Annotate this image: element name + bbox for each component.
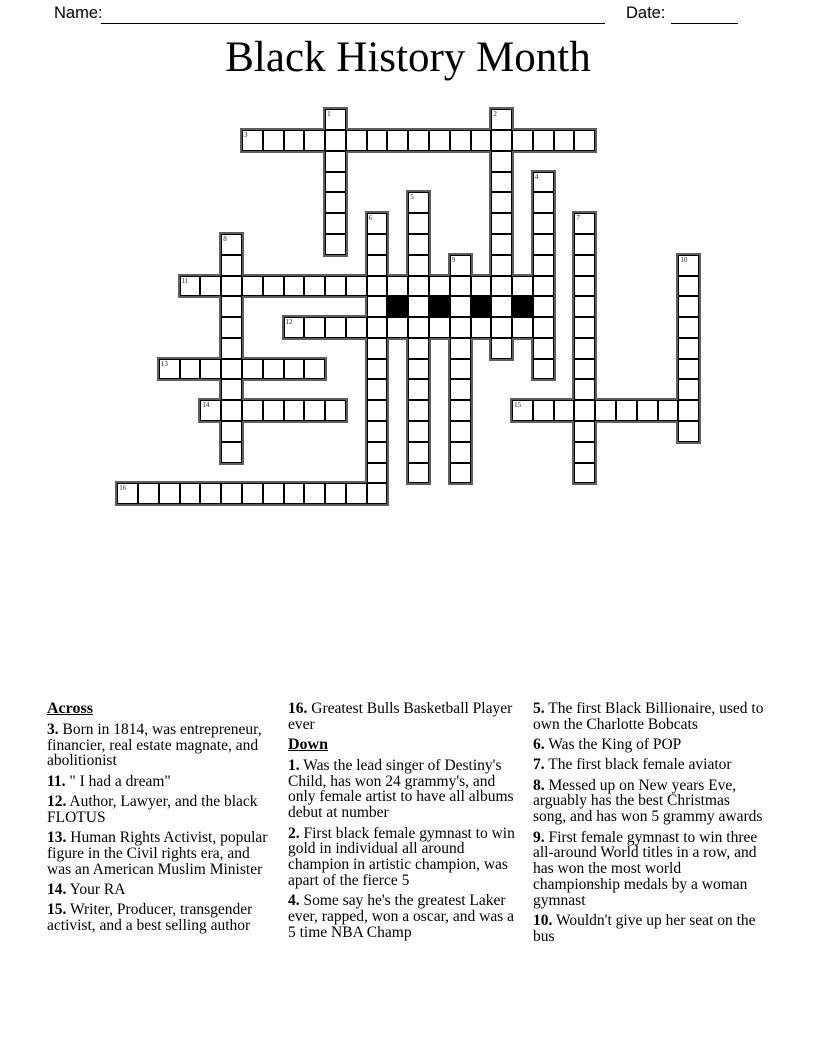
clue-9: 9. First female gymnast to win three all-around World titles in a row, and has won the most world championship medals by a woman gymnast bbox=[533, 828, 758, 909]
grid-cell[interactable] bbox=[491, 317, 512, 338]
grid-cell[interactable] bbox=[263, 130, 284, 151]
down-heading: Down bbox=[288, 736, 329, 754]
black-cell bbox=[471, 296, 492, 317]
grid-cell[interactable] bbox=[678, 296, 699, 317]
clue-3: 3. Born in 1814, was entrepreneur, financier, real estate magnate, and abolitionist bbox=[47, 720, 262, 770]
clue-15: 15. Writer, Producer, transgender activist, and a best selling author bbox=[47, 901, 253, 935]
grid-cell[interactable] bbox=[595, 400, 616, 421]
grid-cell[interactable] bbox=[512, 276, 533, 297]
grid-cell[interactable] bbox=[408, 234, 429, 255]
cell-number: 5 bbox=[410, 193, 414, 202]
grid-cell[interactable] bbox=[408, 400, 429, 421]
grid-cell[interactable] bbox=[304, 400, 325, 421]
grid-cell[interactable] bbox=[491, 172, 512, 193]
clue-number: 16. bbox=[288, 700, 308, 717]
grid-cell[interactable] bbox=[367, 463, 388, 484]
cell-number: 9 bbox=[451, 255, 456, 264]
grid-cell[interactable] bbox=[367, 400, 388, 421]
grid-cell[interactable] bbox=[616, 400, 637, 421]
grid-cell[interactable] bbox=[367, 296, 388, 317]
grid-cell[interactable] bbox=[200, 359, 221, 380]
clue-number: 3. bbox=[47, 720, 59, 738]
grid-cell[interactable] bbox=[408, 442, 429, 463]
grid-cell[interactable] bbox=[180, 483, 201, 504]
grid-cell[interactable] bbox=[450, 296, 471, 317]
grid-cell[interactable] bbox=[346, 276, 367, 297]
grid-cell[interactable] bbox=[678, 255, 699, 276]
grid-cell[interactable] bbox=[221, 400, 242, 421]
grid-cell[interactable] bbox=[533, 338, 554, 359]
grid-cell[interactable] bbox=[471, 276, 492, 297]
grid-cell[interactable] bbox=[408, 421, 429, 442]
grid-cell[interactable] bbox=[242, 483, 263, 504]
grid-cell[interactable] bbox=[533, 276, 554, 297]
grid-cell[interactable] bbox=[284, 130, 305, 151]
grid-cell[interactable] bbox=[284, 276, 305, 297]
grid-cell[interactable] bbox=[387, 276, 408, 297]
grid-cell[interactable] bbox=[491, 192, 512, 213]
cell-number: 14 bbox=[202, 401, 210, 410]
grid-cell[interactable] bbox=[533, 400, 554, 421]
grid-cell[interactable] bbox=[574, 463, 595, 484]
grid-cell[interactable] bbox=[471, 130, 492, 151]
grid-cell[interactable] bbox=[304, 359, 325, 380]
grid-cell[interactable] bbox=[533, 296, 554, 317]
grid-cell[interactable] bbox=[574, 234, 595, 255]
grid-cell[interactable] bbox=[367, 338, 388, 359]
grid-cell[interactable] bbox=[200, 483, 221, 504]
grid-cell[interactable] bbox=[450, 130, 471, 151]
grid-cell[interactable] bbox=[367, 483, 388, 504]
grid-cell[interactable] bbox=[491, 130, 512, 151]
cell-number: 10 bbox=[680, 255, 688, 264]
clue-number: 11. bbox=[47, 772, 66, 790]
grid-cell[interactable] bbox=[574, 379, 595, 400]
grid-cell[interactable] bbox=[678, 400, 699, 421]
grid-cell[interactable] bbox=[574, 276, 595, 297]
grid-cell[interactable] bbox=[533, 192, 554, 213]
grid-cell[interactable] bbox=[574, 130, 595, 151]
cell-number: 11 bbox=[181, 276, 189, 285]
grid-cell[interactable] bbox=[221, 255, 242, 276]
grid-cell[interactable] bbox=[533, 255, 554, 276]
grid-cell[interactable] bbox=[491, 213, 512, 234]
grid-cell[interactable] bbox=[533, 317, 554, 338]
cell-number: 16 bbox=[119, 484, 127, 493]
grid-cell[interactable] bbox=[491, 276, 512, 297]
grid-cell[interactable] bbox=[408, 276, 429, 297]
grid-cell[interactable] bbox=[367, 255, 388, 276]
black-cell bbox=[512, 296, 533, 317]
grid-cell[interactable] bbox=[678, 317, 699, 338]
cell-number: 3 bbox=[243, 131, 248, 140]
cell-number: 6 bbox=[368, 214, 373, 223]
grid-cell[interactable] bbox=[533, 172, 554, 193]
clue-2: 2. First black female gymnast to win gold in individual all around champion in artistic champion, was apart of the fierce 5 bbox=[288, 824, 515, 889]
grid-cell[interactable] bbox=[678, 379, 699, 400]
clue-number: 8. bbox=[533, 776, 545, 794]
grid-cell[interactable] bbox=[325, 234, 346, 255]
clue-number: 14. bbox=[47, 880, 67, 898]
grid-cell[interactable] bbox=[346, 483, 367, 504]
grid-cell[interactable] bbox=[284, 317, 305, 338]
grid-cell[interactable] bbox=[408, 192, 429, 213]
grid-cell[interactable] bbox=[408, 463, 429, 484]
clue-number: 10. bbox=[533, 912, 553, 930]
grid-cell[interactable] bbox=[263, 359, 284, 380]
clue-number: 15. bbox=[47, 901, 67, 919]
cell-number: 12 bbox=[285, 318, 293, 327]
grid-cell[interactable] bbox=[574, 421, 595, 442]
clue-11: 11. " I had a dream" bbox=[47, 772, 171, 790]
grid-cell[interactable] bbox=[408, 379, 429, 400]
grid-cell[interactable] bbox=[221, 296, 242, 317]
grid-cell[interactable] bbox=[387, 317, 408, 338]
clue-1: 1. Was the lead singer of Destiny's Child, has won 24 grammy's, and only female artist to have all albums debut at number bbox=[288, 756, 514, 822]
cell-number: 7 bbox=[576, 214, 580, 223]
grid-cell[interactable] bbox=[325, 400, 346, 421]
grid-cell[interactable] bbox=[304, 276, 325, 297]
grid-cell[interactable] bbox=[408, 255, 429, 276]
date-label: Date: bbox=[626, 4, 666, 22]
grid-cell[interactable] bbox=[138, 483, 159, 504]
grid-cell[interactable] bbox=[574, 296, 595, 317]
clue-number: 7. bbox=[533, 756, 545, 774]
grid-cell[interactable] bbox=[367, 317, 388, 338]
black-cell bbox=[387, 296, 408, 317]
clue-14: 14. Your RA bbox=[47, 880, 126, 898]
clue-number: 6. bbox=[533, 736, 545, 754]
grid-cell[interactable] bbox=[408, 359, 429, 380]
grid-cell[interactable] bbox=[450, 400, 471, 421]
cell-number: 4 bbox=[534, 172, 539, 181]
grid-cell[interactable] bbox=[512, 317, 533, 338]
grid-cell[interactable] bbox=[117, 483, 138, 504]
clue-8: 8. Messed up on New years Eve, arguably has the best Christmas song, and has won 5 grammy awards bbox=[533, 776, 763, 826]
grid-cell[interactable] bbox=[221, 483, 242, 504]
grid-cell[interactable] bbox=[325, 130, 346, 151]
grid-cell[interactable] bbox=[221, 379, 242, 400]
grid-cell[interactable] bbox=[491, 296, 512, 317]
grid-cell[interactable] bbox=[263, 483, 284, 504]
grid-cell[interactable] bbox=[325, 317, 346, 338]
grid-cell[interactable] bbox=[304, 483, 325, 504]
clue-13: 13. Human Rights Activist, popular figure in the Civil rights era, and was an American Muslim Minister bbox=[47, 829, 268, 878]
clue-7: 7. The first black female aviator bbox=[533, 756, 732, 774]
grid-cell[interactable] bbox=[471, 317, 492, 338]
grid-cell[interactable] bbox=[367, 276, 388, 297]
grid-cell[interactable] bbox=[512, 400, 533, 421]
grid-cell[interactable] bbox=[242, 276, 263, 297]
grid-cell[interactable] bbox=[200, 400, 221, 421]
grid-cell[interactable] bbox=[491, 151, 512, 172]
grid-cell[interactable] bbox=[450, 421, 471, 442]
clue-number: 5. bbox=[533, 700, 545, 717]
black-cell bbox=[429, 296, 450, 317]
grid-cell[interactable] bbox=[367, 421, 388, 442]
clue-number: 9. bbox=[533, 828, 545, 846]
grid-cell[interactable] bbox=[408, 338, 429, 359]
clue-number: 13. bbox=[47, 829, 67, 847]
clue-6: 6. Was the King of POP bbox=[533, 736, 682, 754]
grid-cell[interactable] bbox=[429, 276, 450, 297]
grid-cell[interactable] bbox=[221, 359, 242, 380]
clue-column-3 bbox=[533, 701, 764, 949]
grid-cell[interactable] bbox=[491, 234, 512, 255]
grid-cell[interactable] bbox=[658, 400, 679, 421]
grid-cell[interactable] bbox=[678, 359, 699, 380]
grid-cell[interactable] bbox=[408, 130, 429, 151]
grid-cell[interactable] bbox=[242, 400, 263, 421]
grid-cell[interactable] bbox=[429, 130, 450, 151]
grid-cell[interactable] bbox=[367, 213, 388, 234]
cell-number: 8 bbox=[223, 234, 227, 243]
clue-number: 12. bbox=[47, 792, 67, 810]
clue-16: 16. Greatest Bulls Basketball Player ever bbox=[288, 700, 513, 733]
grid-cell[interactable] bbox=[491, 109, 512, 130]
grid-cell[interactable] bbox=[221, 234, 242, 255]
grid-cell[interactable] bbox=[304, 130, 325, 151]
cell-number: 2 bbox=[493, 110, 497, 119]
clue-number: 1. bbox=[288, 756, 300, 774]
clue-column-2 bbox=[288, 701, 519, 945]
clue-4: 4. Some say he's the greatest Laker ever, rapped, won a oscar, and was a 5 time NBA Champ bbox=[288, 892, 514, 941]
grid-cell[interactable] bbox=[180, 359, 201, 380]
grid-cell[interactable] bbox=[408, 213, 429, 234]
grid-cell[interactable] bbox=[325, 151, 346, 172]
grid-cell[interactable] bbox=[512, 130, 533, 151]
grid-cell[interactable] bbox=[284, 483, 305, 504]
grid-cell[interactable] bbox=[325, 109, 346, 130]
grid-cell[interactable] bbox=[429, 317, 450, 338]
grid-cell[interactable] bbox=[678, 421, 699, 442]
grid-cell[interactable] bbox=[304, 317, 325, 338]
cell-number: 1 bbox=[327, 110, 331, 119]
grid-cell[interactable] bbox=[325, 483, 346, 504]
grid-cell[interactable] bbox=[263, 276, 284, 297]
clue-number: 4. bbox=[288, 892, 300, 910]
grid-cell[interactable] bbox=[221, 317, 242, 338]
grid-cell[interactable] bbox=[574, 359, 595, 380]
across-heading: Across bbox=[47, 700, 93, 717]
grid-cell[interactable] bbox=[533, 359, 554, 380]
grid-cell[interactable] bbox=[533, 130, 554, 151]
grid-cell[interactable] bbox=[367, 359, 388, 380]
grid-cell[interactable] bbox=[408, 296, 429, 317]
grid-cell[interactable] bbox=[678, 338, 699, 359]
grid-cell[interactable] bbox=[221, 338, 242, 359]
grid-cell[interactable] bbox=[678, 276, 699, 297]
grid-cell[interactable] bbox=[574, 255, 595, 276]
grid-cell[interactable] bbox=[263, 400, 284, 421]
grid-cell[interactable] bbox=[450, 463, 471, 484]
grid-cell[interactable] bbox=[450, 379, 471, 400]
grid-cell[interactable] bbox=[325, 276, 346, 297]
grid-cell[interactable] bbox=[367, 442, 388, 463]
grid-cell[interactable] bbox=[574, 400, 595, 421]
grid-cell[interactable] bbox=[574, 317, 595, 338]
grid-cell[interactable] bbox=[346, 130, 367, 151]
clue-10: 10. Wouldn't give up her seat on the bus bbox=[533, 912, 756, 945]
grid-cell[interactable] bbox=[284, 359, 305, 380]
grid-cell[interactable] bbox=[450, 317, 471, 338]
grid-cell[interactable] bbox=[367, 130, 388, 151]
cell-number: 15 bbox=[514, 401, 522, 410]
grid-cell[interactable] bbox=[450, 276, 471, 297]
grid-cell[interactable] bbox=[574, 442, 595, 463]
grid-cell[interactable] bbox=[367, 234, 388, 255]
grid-cell[interactable] bbox=[325, 213, 346, 234]
clue-column-1 bbox=[47, 701, 275, 938]
grid-cell[interactable] bbox=[367, 379, 388, 400]
grid-cell[interactable] bbox=[200, 276, 221, 297]
grid-cell[interactable] bbox=[325, 172, 346, 193]
grid-cell[interactable] bbox=[491, 255, 512, 276]
grid-cell[interactable] bbox=[450, 338, 471, 359]
grid-cell[interactable] bbox=[491, 338, 512, 359]
grid-cell[interactable] bbox=[408, 317, 429, 338]
clue-5: 5. The first Black Billionaire, used to own the Charlotte Bobcats bbox=[533, 700, 764, 733]
clue-number: 2. bbox=[288, 824, 300, 842]
grid-cell[interactable] bbox=[242, 359, 263, 380]
grid-cell[interactable] bbox=[325, 192, 346, 213]
grid-cell[interactable] bbox=[450, 442, 471, 463]
grid-cell[interactable] bbox=[387, 130, 408, 151]
grid-cell[interactable] bbox=[221, 276, 242, 297]
grid-cell[interactable] bbox=[180, 276, 201, 297]
grid-cell[interactable] bbox=[346, 317, 367, 338]
grid-cell[interactable] bbox=[574, 338, 595, 359]
grid-cell[interactable] bbox=[533, 213, 554, 234]
grid-cell[interactable] bbox=[637, 400, 658, 421]
page-title: Black History Month bbox=[225, 34, 591, 81]
grid-cell[interactable] bbox=[554, 130, 575, 151]
grid-cell[interactable] bbox=[159, 359, 180, 380]
grid-cell[interactable] bbox=[574, 213, 595, 234]
grid-cell[interactable] bbox=[284, 400, 305, 421]
grid-cell[interactable] bbox=[450, 255, 471, 276]
grid-cell[interactable] bbox=[221, 442, 242, 463]
grid-cell[interactable] bbox=[221, 421, 242, 442]
clue-12: 12. Author, Lawyer, and the black FLOTUS bbox=[47, 792, 258, 826]
grid-cell[interactable] bbox=[242, 130, 263, 151]
grid-cell[interactable] bbox=[450, 359, 471, 380]
grid-cell[interactable] bbox=[554, 400, 575, 421]
cell-number: 13 bbox=[160, 359, 168, 368]
grid-cell[interactable] bbox=[533, 234, 554, 255]
name-label: Name: bbox=[54, 4, 103, 22]
grid-cell[interactable] bbox=[159, 483, 180, 504]
